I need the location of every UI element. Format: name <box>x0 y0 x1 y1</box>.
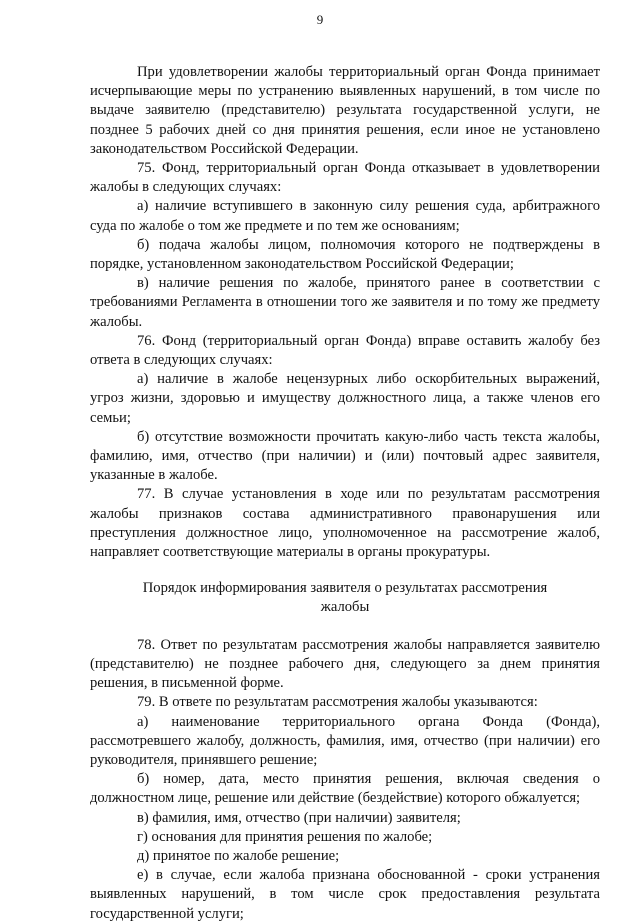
paragraph-75: 75. Фонд, территориальный орган Фонда отказывает в удовлетворении жалобы в следующих случаях: <box>90 160 600 196</box>
paragraph-79-b: б) номер, дата, место принятия решения, включая сведения о должностном лице, решение или действие (бездействие) которого обжалуется; <box>90 771 600 807</box>
paragraph-76: 76. Фонд (территориальный орган Фонда) вправе оставить жалобу без ответа в следующих случаях: <box>90 332 600 369</box>
document-body <box>90 63 600 924</box>
paragraph-75-a: а) наличие вступившего в законную силу решения суда, арбитражного суда по жалобе о том же предмете и по тем же основаниям; <box>90 198 600 234</box>
page-number: 9 <box>316 12 324 27</box>
paragraph-75-b: б) подача жалобы лицом, полномочия которого не подтверждены в порядке, установленном законодательством Российской Федерации; <box>90 236 600 273</box>
paragraph-remedy: При удовлетворении жалобы территориальный орган Фонда принимает исчерпывающие меры по устранению выявленных нарушений, в том числе по выдаче заявителю (представителю) результата государственной услуги, не позднее 5 рабочих дней со дня принятия решения, если иное не установлено законодательством Российской Федерации. <box>90 64 600 157</box>
paragraph-76-a: а) наличие в жалобе нецензурных либо оскорбительных выражений, угроз жизни, здоровью и имуществу должностного лица, а также членов его семьи; <box>90 371 600 426</box>
paragraph-79: 79. В ответе по результатам рассмотрения жалобы указываются: <box>137 694 538 711</box>
paragraph-79-e: е) в случае, если жалоба признана обоснованной - сроки устранения выявленных нарушений, в том числе срок предоставления результата государственной услуги; <box>90 867 600 922</box>
paragraph-77: 77. В случае установления в ходе или по результатам рассмотрения жалобы признаков состава административного правонарушения или преступления должностное лицо, уполномоченное на рассмотрение жалоб, направляет соответствующие материалы в органы прокуратуры. <box>90 486 600 561</box>
paragraph-79-a: а) наименование территориального органа Фонда (Фонда), рассмотревшего жалобу, должность, фамилия, имя, отчество (при наличии) его руководителя, принявшего решение; <box>90 713 600 768</box>
paragraph-78: 78. Ответ по результатам рассмотрения жалобы направляется заявителю (представителю) не позднее рабочего дня, следующего за днем принятия решения, в письменной форме. <box>90 636 600 692</box>
paragraph-79-d: д) принятое по жалобе решение; <box>137 847 340 864</box>
paragraph-76-b: б) отсутствие возможности прочитать какую-либо часть текста жалобы, фамилию, имя, отчество (при наличии) и (или) почтовый адрес заявителя, указанные в жалобе. <box>90 428 600 484</box>
section-heading: Порядок информирования заявителя о результатах рассмотрения жалобы <box>142 580 548 616</box>
paragraph-79-v: в) фамилия, имя, отчество (при наличии) заявителя; <box>137 809 461 826</box>
paragraph-79-g: г) основания для принятия решения по жалобе; <box>137 828 433 845</box>
paragraph-75-v: в) наличие решения по жалобе, принятого ранее в соответствии с требованиями Регламента в отношении того же заявителя и по тому же предмету жалобы. <box>90 275 600 330</box>
